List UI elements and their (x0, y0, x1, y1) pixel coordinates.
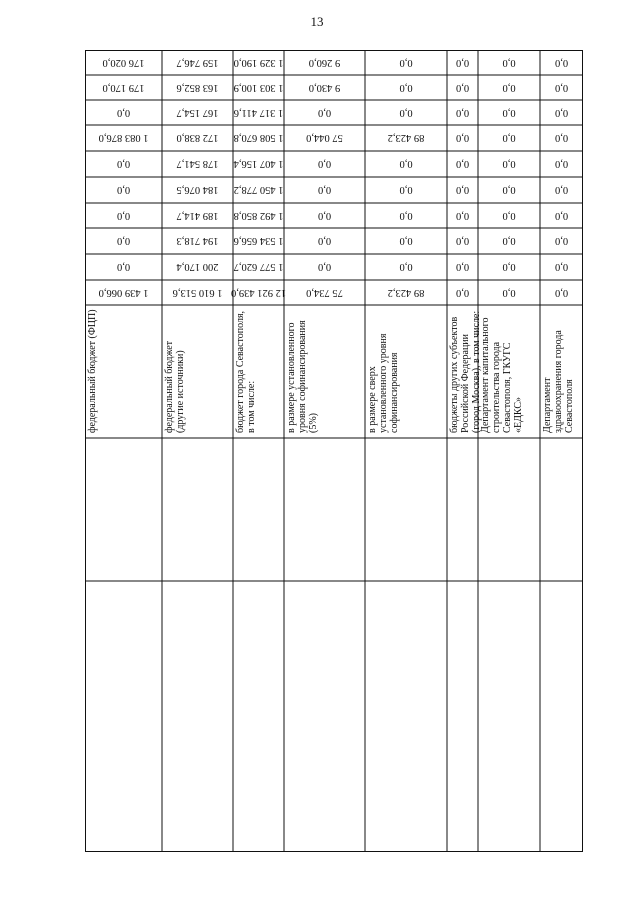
row-label: федеральный бюджет (ФЦП) (87, 309, 98, 433)
table-cell: 0,0 (554, 184, 569, 196)
table-cell: 0,0 (502, 82, 516, 93)
row-label: бюджеты других субъектов Российской Федерации (город Москва), в том числе: (449, 310, 482, 433)
table-cell: 89 423,2 (387, 287, 425, 298)
table-cell: 178 541,7 (176, 158, 219, 170)
table-cell: 0,0 (455, 82, 470, 93)
table-cell: 159 746,7 (176, 57, 219, 68)
table-cell: 0,0 (502, 107, 516, 118)
table-cell: 0,0 (399, 57, 413, 68)
page-number: 13 (310, 14, 324, 29)
table-cell: 0,0 (554, 57, 569, 68)
row-label: Департамент капитального строительства города Севастополя, ГКУГС «ЕДКС» (480, 317, 524, 433)
table-cell: 0,0 (502, 57, 516, 68)
table-cell: 0,0 (554, 158, 569, 170)
table-cell: 0,0 (455, 287, 470, 298)
table-cell: 0,0 (554, 261, 569, 273)
table-cell: 0,0 (502, 184, 516, 196)
table-cell: 12 921 439,0 (230, 287, 287, 298)
table-cell: 0,0 (502, 287, 516, 298)
table-cell: 163 852,6 (176, 82, 219, 93)
table-cell: 1 610 513,6 (172, 287, 223, 298)
table-cell: 200 170,4 (176, 261, 219, 273)
table-cell: 0,0 (116, 210, 131, 221)
table-cell: 0,0 (116, 184, 131, 196)
table-cell: 0,0 (455, 57, 470, 68)
table-cell: 0,0 (399, 158, 413, 170)
table-cell: 0,0 (399, 210, 413, 221)
row-label: Департамент здравоохранения города Севастополя (542, 330, 575, 433)
row-label: бюджет города Севастополя, в том числе: (235, 310, 257, 433)
table-cell: 1 577 620,7 (233, 261, 284, 273)
table-cell: 9 260,0 (308, 57, 341, 68)
table-cell: 0,0 (116, 261, 131, 273)
table-cell: 0,0 (455, 261, 470, 273)
table-cell: 1 303 100,9 (233, 82, 284, 93)
table-cell: 0,0 (554, 287, 569, 298)
table-cell: 0,0 (317, 184, 332, 196)
table-cell: 0,0 (554, 235, 569, 247)
table-cell: 1 450 778,2 (233, 184, 284, 196)
table-cell: 57 044,0 (306, 132, 343, 144)
table-cell: 0,0 (455, 184, 470, 196)
table-cell: 184 076,5 (176, 184, 219, 196)
table-cell: 0,0 (455, 210, 470, 221)
table-cell: 0,0 (116, 107, 131, 118)
table-cell: 0,0 (317, 261, 332, 273)
table-cell: 1 508 670,8 (233, 132, 284, 144)
table-cell: 0,0 (502, 158, 516, 170)
table-cell: 0,0 (502, 261, 516, 273)
table-cell: 75 734,0 (306, 287, 343, 298)
table-cell: 0,0 (399, 235, 413, 247)
table-cell: 0,0 (554, 107, 569, 118)
table-cell: 189 414,7 (176, 210, 219, 221)
table-cell: 9 430,0 (308, 82, 341, 93)
table-cell: 0,0 (554, 82, 569, 93)
table-cell: 1 083 876,0 (98, 132, 149, 144)
table-cell: 179 170,0 (102, 82, 145, 93)
table-cell: 0,0 (455, 158, 470, 170)
table-cell: 167 154,7 (176, 107, 219, 118)
table-cell: 0,0 (399, 261, 413, 273)
table-cell: 0,0 (554, 210, 569, 221)
table-cell: 0,0 (502, 132, 516, 144)
table-cell: 172 838,0 (176, 132, 219, 144)
table-cell: 1 407 156,4 (233, 158, 284, 170)
table-cell: 176 020,0 (102, 57, 145, 68)
table-cell: 0,0 (455, 107, 470, 118)
table-cell: 89 423,2 (387, 132, 425, 144)
budget-table (85, 50, 583, 852)
table-cell: 0,0 (399, 184, 413, 196)
table-cell: 0,0 (399, 82, 413, 93)
table-cell: 194 718,3 (176, 235, 219, 247)
table-cell: 1 534 656,6 (233, 235, 284, 247)
table-cell: 0,0 (317, 210, 332, 221)
table-cell: 0,0 (455, 132, 470, 144)
table-cell: 0,0 (116, 158, 131, 170)
row-label: в размере установленного уровня софинансирования (5%) (286, 320, 319, 433)
table-cell: 1 317 411,6 (233, 107, 284, 118)
table-cell: 0,0 (317, 158, 332, 170)
table-cell: 0,0 (502, 210, 516, 221)
row-label: в размере сверх установленного уровня софинансирования (367, 333, 400, 433)
table-cell: 0,0 (554, 132, 569, 144)
table-cell: 0,0 (399, 107, 413, 118)
table-cell: 0,0 (317, 107, 332, 118)
table-cell: 0,0 (317, 235, 332, 247)
table-cell: 0,0 (455, 235, 470, 247)
table-cell: 1 439 066,0 (98, 287, 149, 298)
table-cell: 1 329 190,0 (233, 57, 284, 68)
table-cell: 1 492 850,8 (233, 210, 284, 221)
table-cell: 0,0 (116, 235, 131, 247)
table-cell: 0,0 (502, 235, 516, 247)
row-label: федеральный бюджет (другие источники) (164, 340, 186, 433)
